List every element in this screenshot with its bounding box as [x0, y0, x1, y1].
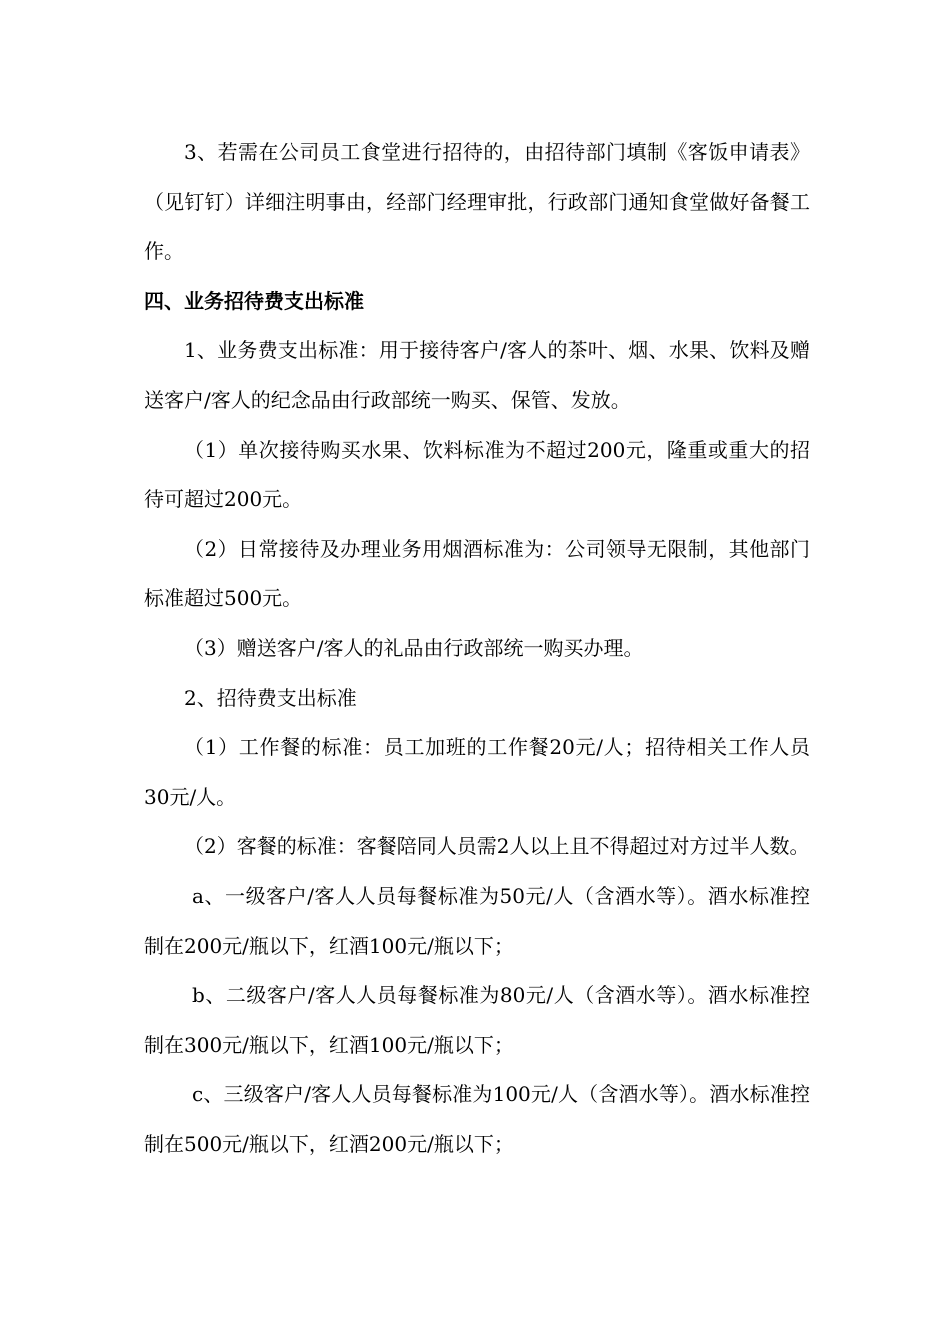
paragraph-work-meal-standard: （1）工作餐的标准：员工加班的工作餐20元/人；招待相关工作人员30元/人。	[144, 735, 810, 809]
paragraph-gift-purchase: （3）赠送客户/客人的礼品由行政部统一购买办理。	[184, 635, 644, 660]
paragraph-fruit-drink-standard: （1）单次接待购买水果、饮料标准为不超过200元，隆重或重大的招待可超过200元。	[144, 437, 810, 512]
paragraph-guest-meal-standard: （2）客餐的标准：客餐陪同人员需2人以上且不得超过对方过半人数。	[184, 834, 810, 859]
paragraph-business-expense-standard: 1、业务费支出标准：用于接待客户/客人的茶叶、烟、水果、饮料及赠送客户/客人的纪念品由行政部统一购买、保管、发放。	[144, 338, 810, 412]
paragraph-reception-expense-standard: 2、招待费支出标准	[184, 685, 357, 710]
paragraph-level-one-client: a、一级客户/客人人员每餐标准为50元/人（含酒水等）。酒水标准控制在200元/瓶以下，红酒100元/瓶以下；	[144, 883, 810, 958]
paragraph-level-three-client: c、三级客户/客人人员每餐标准为100元/人（含酒水等）。酒水标准控制在500元/瓶以下，红酒200元/瓶以下；	[144, 1082, 810, 1156]
paragraph-level-two-client: b、二级客户/客人人员每餐标准为80元/人（含酒水等）。酒水标准控制在300元/瓶以下，红酒100元/瓶以下；	[144, 983, 810, 1057]
paragraph-tobacco-alcohol-standard: （2）日常接待及办理业务用烟酒标准为：公司领导无限制，其他部门标准超过500元。	[144, 536, 810, 611]
paragraph-canteen-reception: 3、若需在公司员工食堂进行招待的，由招待部门填制《客饭申请表》（见钉钉）详细注明事由，经部门经理审批，行政部门通知食堂做好备餐工作。	[144, 140, 810, 264]
section-heading-expense-standards: 四、业务招待费支出标准	[144, 288, 364, 313]
document-body	[144, 128, 810, 1169]
